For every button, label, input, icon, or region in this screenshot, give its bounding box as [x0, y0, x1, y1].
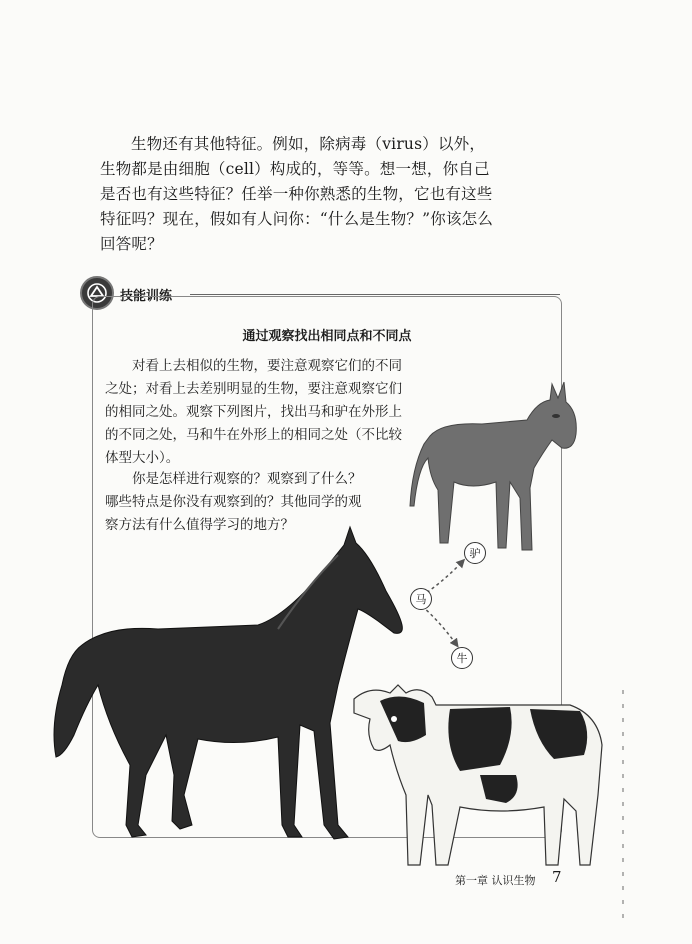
cow-label-node: 牛: [451, 647, 473, 669]
chapter-footer: 第一章 认识生物: [455, 874, 536, 887]
donkey-illustration: [402, 378, 582, 558]
scan-edge-marks: [620, 690, 626, 920]
page-number: 7: [552, 868, 562, 886]
skill-title: 通过观察找出相同点和不同点: [242, 329, 412, 344]
header-rule: [190, 294, 560, 295]
intro-paragraph: 生物还有其他特征。例如，除病毒（virus）以外，生物都是由细胞（cell）构成的，等等。想一想，你自己是否也有这些特征？任举一种你熟悉的生物，它也有这些特征吗？现在，假如有人问你：“什么是生物？”你该怎么回答呢？: [100, 135, 494, 253]
skill-instructions: 对看上去相似的生物，要注意观察它们的不同之处；对看上去差别明显的生物，要注意观察它们的相同之处。观察下列图片，找出马和驴在外形上的不同之处，马和牛在外形上的相同之处（不比较体型大小）。: [105, 358, 402, 466]
cow-illustration: [340, 675, 610, 875]
donkey-label-node: 驴: [464, 542, 486, 564]
skill-training-label: 技能训练: [120, 289, 173, 304]
horse-label-node: 马: [410, 588, 432, 610]
skill-questions: 你是怎样进行观察的？观察到了什么？哪些特点是你没有观察到的？其他同学的观察方法有什么值得学习的地方？: [105, 471, 362, 533]
